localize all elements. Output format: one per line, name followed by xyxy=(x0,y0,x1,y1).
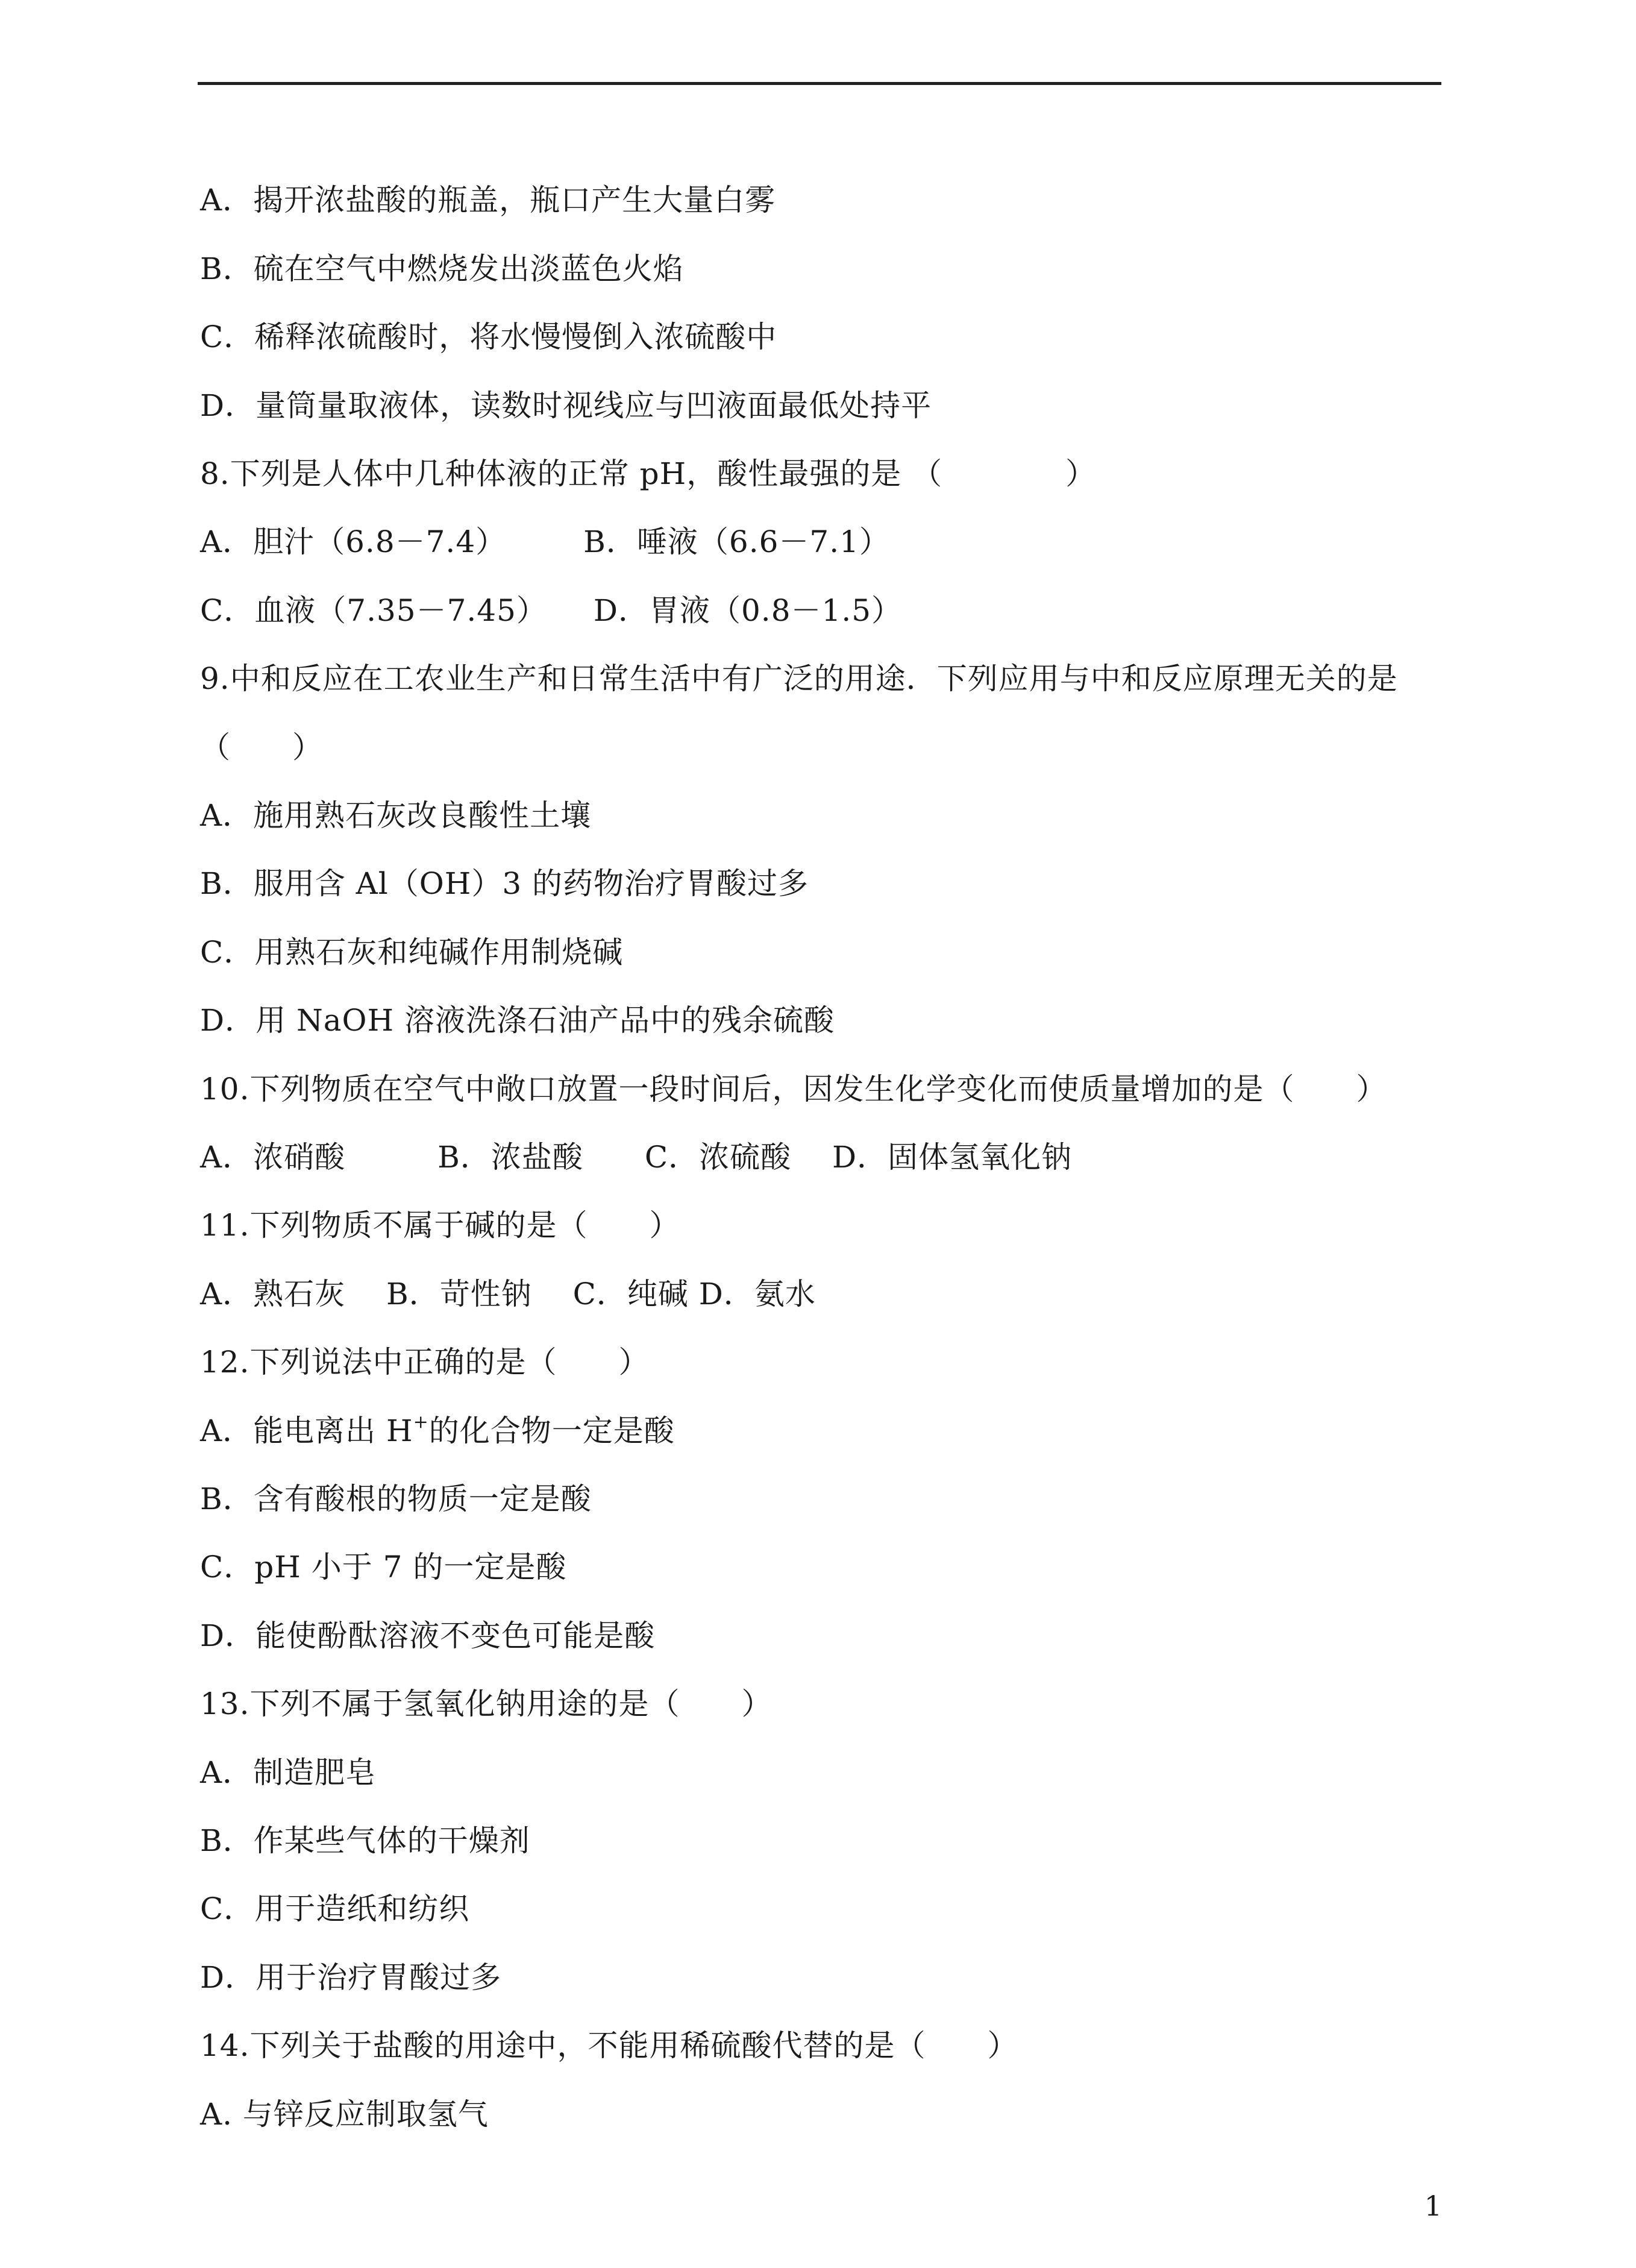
option-12c: C．pH 小于 7 的一定是酸 xyxy=(200,1550,567,1585)
question-9: 9.中和反应在工农业生产和日常生活中有广泛的用途．下列应用与中和反应原理无关的是 xyxy=(200,661,1398,696)
option-9c: C．用熟石灰和纯碱作用制烧碱 xyxy=(200,935,624,970)
option-9d: D．用 NaOH 溶液洗涤石油产品中的残余硫酸 xyxy=(200,1003,835,1038)
option-9a: A．施用熟石灰改良酸性土壤 xyxy=(200,798,592,833)
question-11: 11.下列物质不属于碱的是（ ） xyxy=(200,1208,680,1243)
superscript-plus: + xyxy=(413,1412,429,1433)
option-13d: D．用于治疗胃酸过多 xyxy=(200,1960,502,1995)
option-7a: A．揭开浓盐酸的瓶盖，瓶口产生大量白雾 xyxy=(200,183,776,218)
options-11: A．熟石灰 B．苛性钠 C．纯碱 D．氨水 xyxy=(200,1277,816,1311)
question-9-bracket: （ ） xyxy=(200,730,323,765)
option-12d: D．能使酚酞溶液不变色可能是酸 xyxy=(200,1618,656,1653)
option-7b: B．硫在空气中燃烧发出淡蓝色火焰 xyxy=(200,251,684,286)
question-10: 10.下列物质在空气中敞口放置一段时间后，因发生化学变化而使质量增加的是（ ） xyxy=(200,1072,1387,1107)
question-13: 13.下列不属于氢氧化钠用途的是（ ） xyxy=(200,1686,773,1721)
option-12b: B．含有酸根的物质一定是酸 xyxy=(200,1481,592,1516)
option-13c: C．用于造纸和纺织 xyxy=(200,1891,470,1926)
option-7d: D．量筒量取液体，读数时视线应与凹液面最低处持平 xyxy=(200,388,932,423)
option-9b: B．服用含 Al（OH）3 的药物治疗胃酸过多 xyxy=(200,866,809,901)
option-7c: C．稀释浓硫酸时，将水慢慢倒入浓硫酸中 xyxy=(200,319,777,354)
header-rule xyxy=(198,82,1441,85)
question-8: 8.下列是人体中几种体液的正常 pH，酸性最强的是 （ ） xyxy=(200,456,1097,491)
options-8cd: C．血液（7.35－7.45） D．胃液（0.8－1.5） xyxy=(200,593,903,628)
option-12a xyxy=(200,1413,675,1449)
option-12a-suffix: 的化合物一定是酸 xyxy=(428,1413,675,1448)
options-10: A．浓硝酸 B．浓盐酸 C．浓硫酸 D．固体氢氧化钠 xyxy=(200,1140,1073,1175)
question-14: 14.下列关于盐酸的用途中，不能用稀硫酸代替的是（ ） xyxy=(200,2028,1018,2063)
question-12: 12.下列说法中正确的是（ ） xyxy=(200,1345,650,1380)
options-8ab: A．胆汁（6.8－7.4） B．唾液（6.6－7.1） xyxy=(200,524,890,559)
option-12a-prefix: A．能电离出 H xyxy=(200,1413,413,1448)
option-13b: B．作某些气体的干燥剂 xyxy=(200,1823,530,1858)
option-13a: A．制造肥皂 xyxy=(200,1755,377,1790)
page-number: 1 xyxy=(1424,2190,1442,2222)
option-14a: A. 与锌反应制取氢气 xyxy=(200,2097,489,2132)
